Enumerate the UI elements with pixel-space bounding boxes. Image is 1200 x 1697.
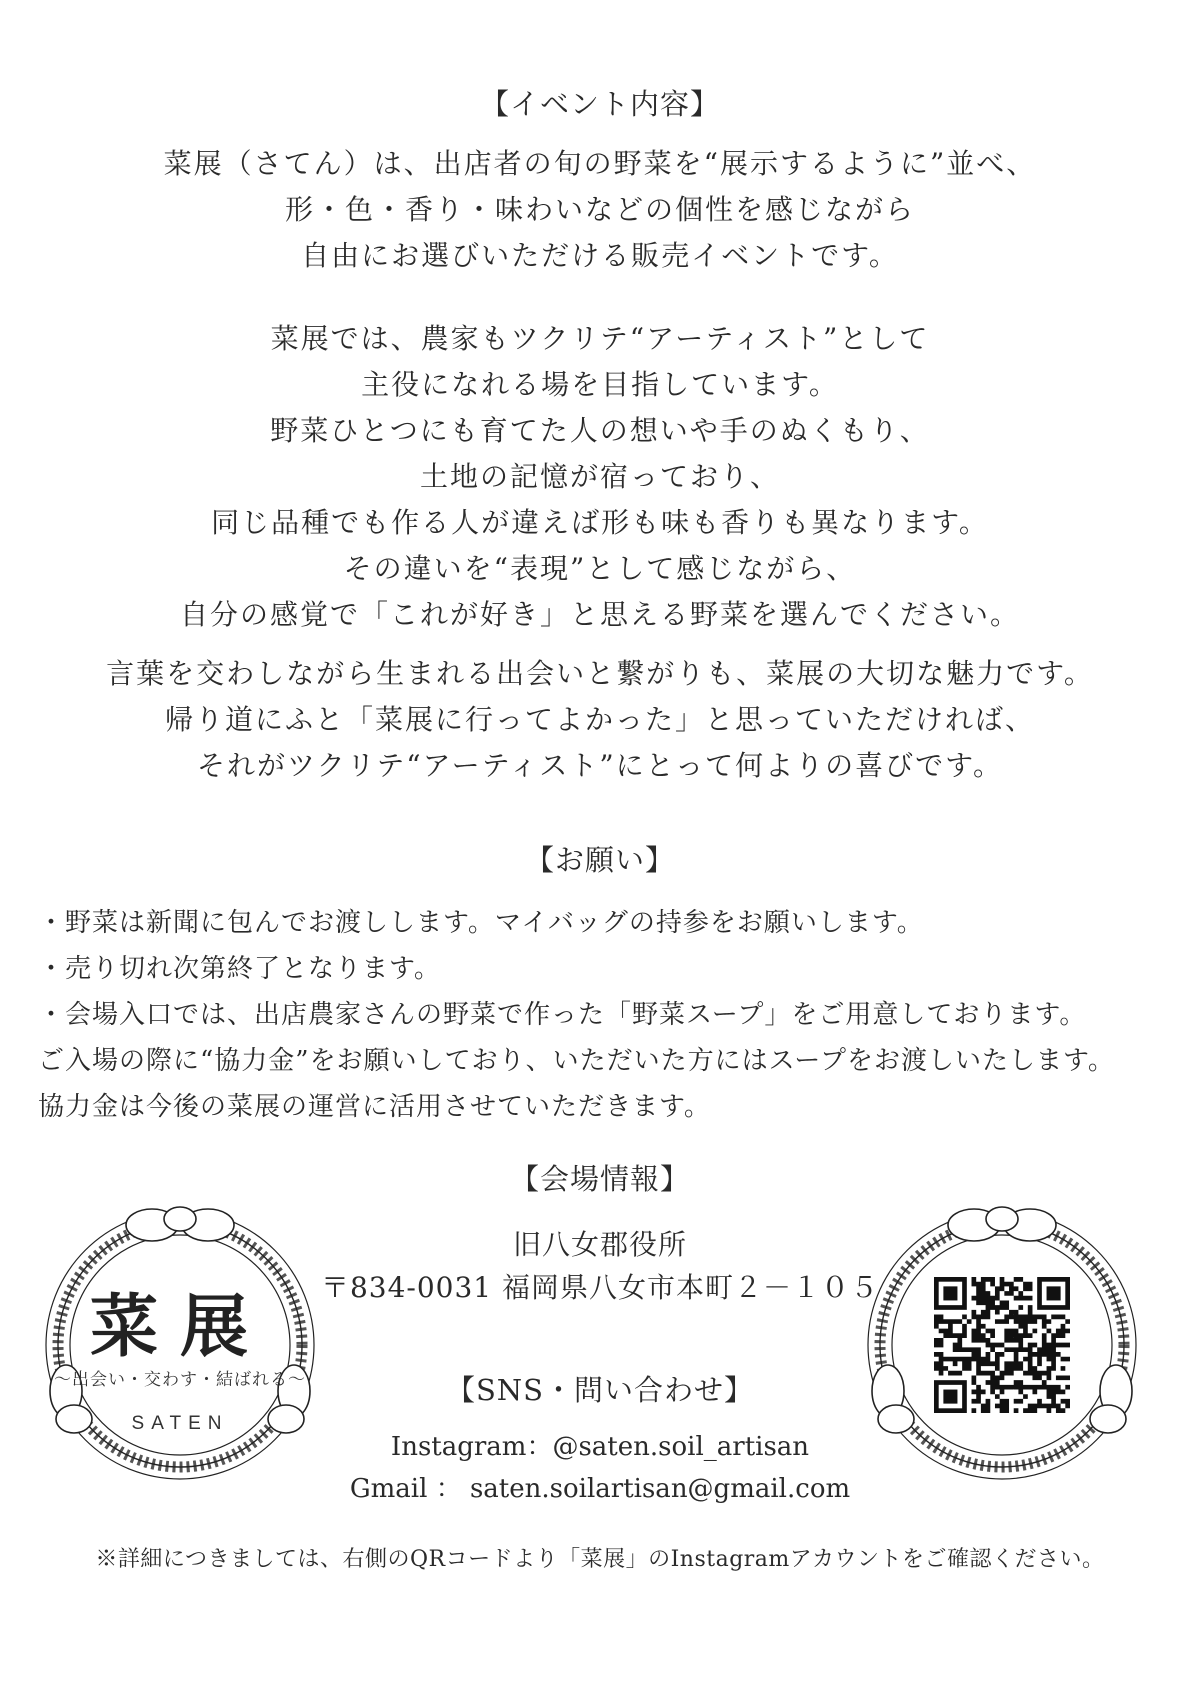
list-item: ・売り切れ次第終了となります。 <box>38 954 441 984</box>
sns-heading: 【SNS・問い合わせ】 <box>445 1373 755 1407</box>
text-line: 同じ品種でも作る人が違えば形も味も香りも異なります。 <box>211 506 989 539</box>
event-heading: 【イベント内容】 <box>479 87 720 121</box>
text-line: その違いを“表現”として感じながら、 <box>343 552 857 585</box>
qr-finder <box>943 1286 957 1300</box>
venue-address: 〒834-0031 福岡県八女市本町２－１０５ <box>320 1271 880 1304</box>
requests-heading: 【お願い】 <box>524 843 675 877</box>
gmail-address[interactable]: Gmail ： saten.soilartisan@gmail.com <box>349 1474 851 1504</box>
list-item: ・野菜は新聞に包んでお渡しします。マイバッグの持参をお願いします。 <box>38 908 924 938</box>
saten-logo <box>40 1195 320 1495</box>
footnote: ※詳細につきましては、右側のQRコードより「菜展」のInstagramアカウントをご確認ください。 <box>95 1547 1105 1572</box>
qr-block[interactable] <box>862 1195 1142 1495</box>
list-item: ご入場の際に“協力金”をお願いしており、いただいた方にはスープをお渡しいたします。 <box>38 1046 1115 1076</box>
qr-finder <box>943 1390 957 1404</box>
logo-english-name: SATEN <box>131 1413 229 1434</box>
text-line: 自由にお選びいただける販売イベントです。 <box>301 239 899 272</box>
text-line: 自分の感覚で「これが好き」と思える野菜を選んでください。 <box>179 598 1020 631</box>
text-line: 菜展では、農家もツクリテ“アーティスト”として <box>270 322 930 355</box>
text-line: 菜展（さてん）は、出店者の旬の野菜を“展示するように”並べ、 <box>163 147 1037 180</box>
venue-name: 旧八女郡役所 <box>512 1228 687 1261</box>
venue-heading: 【会場情報】 <box>509 1162 690 1196</box>
qr-code-icon[interactable] <box>934 1277 1070 1413</box>
list-item: 協力金は今後の菜展の運営に活用させていただきます。 <box>38 1092 711 1122</box>
event-paragraph-1 <box>0 141 1200 279</box>
text-line: 言葉を交わしながら生まれる出会いと繋がりも、菜展の大切な魅力です。 <box>106 657 1094 690</box>
text-line: 野菜ひとつにも育てた人の想いや手のぬくもり、 <box>270 414 930 447</box>
event-paragraph-3 <box>0 651 1200 789</box>
text-line: 帰り道にふと「菜展に行ってよかった」と思っていただければ、 <box>164 703 1035 736</box>
requests-list <box>38 900 1178 1130</box>
text-line: 土地の記憶が宿っており、 <box>419 460 780 493</box>
logo-tagline: ～出会い・交わす・結ばれる～ <box>54 1370 306 1390</box>
text-line: 形・色・香り・味わいなどの個性を感じながら <box>284 193 915 226</box>
logo-title: 菜展 <box>89 1287 270 1367</box>
list-item: ・会場入口では、出店農家さんの野菜で作った「野菜スープ」をご用意しております。 <box>38 1000 1087 1030</box>
text-line: 主役になれる場を目指しています。 <box>361 368 839 401</box>
text-line: それがツクリテ“アーティスト”にとって何よりの喜びです。 <box>197 749 1003 782</box>
qr-finder <box>1047 1286 1061 1300</box>
event-paragraph-2 <box>0 316 1200 638</box>
instagram-handle[interactable]: Instagram：@saten.soil_artisan <box>390 1432 810 1462</box>
